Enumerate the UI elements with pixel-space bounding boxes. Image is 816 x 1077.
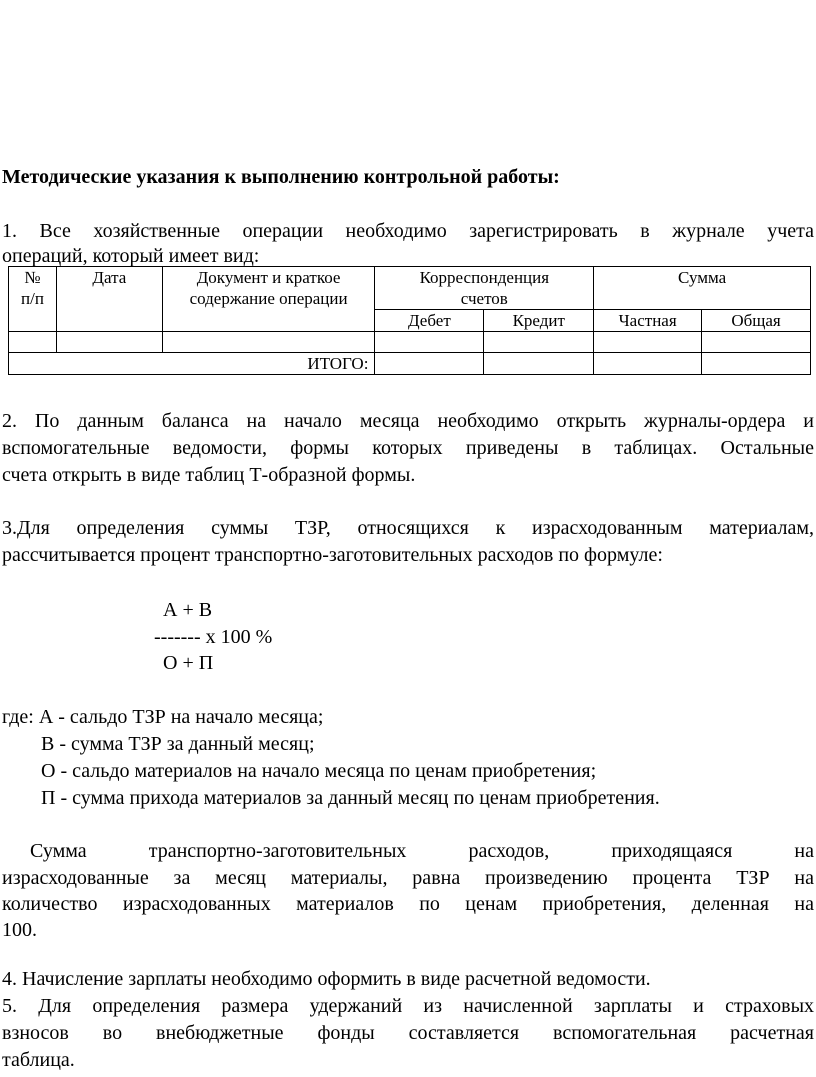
header-partial: Частная bbox=[594, 310, 702, 332]
legend-a: где: А - сальдо ТЗР на начало месяца; bbox=[2, 706, 324, 728]
header-correspondence-line-2: счетов bbox=[460, 289, 508, 308]
paragraph-2-line-3: счета открыть в виде таблиц Т-образной формы. bbox=[2, 464, 416, 486]
table-cell bbox=[594, 353, 702, 375]
header-debit: Дебет bbox=[375, 310, 484, 332]
table-cell bbox=[375, 332, 484, 353]
header-number bbox=[9, 267, 57, 332]
paragraph-4-line-4: 100. bbox=[2, 919, 37, 941]
paragraph-1-line-2: операций, который имеет вид: bbox=[2, 245, 260, 267]
header-correspondence-line-1: Корреспонденция bbox=[419, 268, 550, 287]
table-header-row bbox=[9, 267, 811, 310]
table-cell bbox=[162, 332, 375, 353]
header-number-line-2: п/п bbox=[21, 289, 44, 308]
paragraph-4-line-3: количество израсходованных материалов по ценам приобретения, деленная на bbox=[2, 893, 814, 915]
table-total-row bbox=[9, 353, 811, 375]
formula-numerator: А + В bbox=[163, 599, 213, 621]
header-document bbox=[162, 267, 375, 332]
operations-journal-table bbox=[8, 266, 811, 375]
table-cell bbox=[702, 353, 811, 375]
paragraph-4-line-2: израсходованные за месяц материалы, равна произведению процента ТЗР на bbox=[2, 867, 814, 889]
table-cell bbox=[9, 332, 57, 353]
paragraph-2-line-2: вспомогательные ведомости, формы которых приведены в таблицах. Остальные bbox=[2, 437, 814, 459]
paragraph-4-line-1: Сумма транспортно-заготовительных расходов, приходящаяся на bbox=[30, 840, 814, 862]
table-cell bbox=[375, 353, 484, 375]
header-correspondence bbox=[375, 267, 594, 310]
table-cell bbox=[702, 332, 811, 353]
table-cell bbox=[594, 332, 702, 353]
paragraph-3-line-1: 3.Для определения суммы ТЗР, относящихся к израсходованным материалам, bbox=[2, 517, 814, 539]
header-number-line-1: № bbox=[24, 268, 41, 287]
paragraph-6-line-3: таблица. bbox=[2, 1049, 75, 1071]
page-title: Методические указания к выполнению контрольной работы: bbox=[2, 166, 560, 188]
table-cell bbox=[56, 332, 162, 353]
table-cell bbox=[484, 353, 594, 375]
formula-fraction-line: ------- х 100 % bbox=[154, 626, 273, 648]
header-document-line-1: Документ и краткое bbox=[196, 268, 341, 287]
paragraph-5-line-1: 4. Начисление зарплаты необходимо оформить в виде расчетной ведомости. bbox=[2, 968, 651, 990]
legend-o: О - сальдо материалов на начало месяца по ценам приобретения; bbox=[41, 760, 597, 782]
paragraph-2-line-1: 2. По данным баланса на начало месяца необходимо открыть журналы-ордера и bbox=[2, 410, 814, 432]
table-row bbox=[9, 332, 811, 353]
paragraph-6-line-2: взносов во внебюджетные фонды составляется вспомогательная расчетная bbox=[2, 1022, 814, 1044]
total-label: ИТОГО: bbox=[9, 353, 375, 375]
paragraph-6-line-1: 5. Для определения размера удержаний из начисленной зарплаты и страховых bbox=[2, 995, 814, 1017]
header-credit: Кредит bbox=[484, 310, 594, 332]
header-document-line-2: содержание операции bbox=[189, 289, 348, 308]
formula-denominator: О + П bbox=[163, 652, 214, 674]
legend-b: В - сумма ТЗР за данный месяц; bbox=[41, 733, 315, 755]
header-total: Общая bbox=[702, 310, 811, 332]
table-cell bbox=[484, 332, 594, 353]
paragraph-3-line-2: рассчитывается процент транспортно-заготовительных расходов по формуле: bbox=[2, 544, 663, 566]
header-sum: Сумма bbox=[594, 267, 811, 310]
legend-p: П - сумма прихода материалов за данный месяц по ценам приобретения. bbox=[41, 787, 660, 809]
paragraph-1-line-1: 1. Все хозяйственные операции необходимо зарегистрировать в журнале учета bbox=[2, 220, 814, 242]
header-date: Дата bbox=[56, 267, 162, 332]
